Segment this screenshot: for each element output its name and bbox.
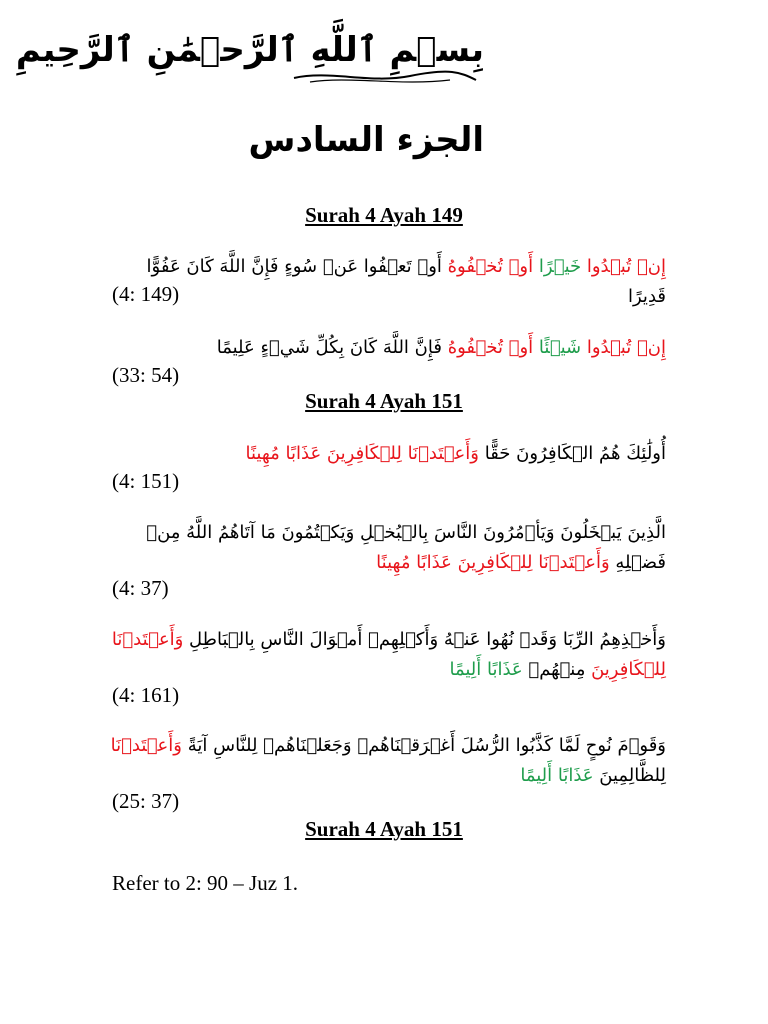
ayah-text [110, 439, 666, 469]
basmala-flourish-icon [290, 66, 480, 86]
ayah-text [110, 518, 666, 578]
section-heading: Surah 4 Ayah 151 [305, 817, 463, 841]
basmala-calligraphy: بِسۡمِ ٱللَّهِ ٱلرَّحۡمَٰنِ ٱلرَّحِيمِ [15, 30, 484, 70]
ayah-reference: (4: 151) [112, 469, 180, 493]
ayah-segment: أَوۡ تَعۡفُوا عَنۡ سُوءٍ فَإِنَّ اللَّهَ كَانَ عَفُوًّا قَدِيرًا [146, 256, 666, 307]
ayah-segment: مِنۡهُمۡ [522, 659, 586, 680]
ayah-reference: (4: 149) [112, 282, 180, 306]
ayah-reference: (33: 54) [112, 363, 180, 387]
ayah-segment: أَوۡ تُخۡفُوهُ [441, 337, 534, 358]
ayah-segment: إِنۡ تُبۡدُوا [581, 337, 666, 358]
section-heading: Surah 4 Ayah 149 [305, 203, 463, 227]
ayah-segment: إِنۡ تُبۡدُوا [581, 256, 666, 277]
section-heading: Surah 4 Ayah 151 [305, 389, 463, 413]
ayah-segment: الَّذِينَ يَبۡخَلُونَ وَيَأۡمُرُونَ النَّاسَ بِالۡبُخۡلِ وَيَكۡتُمُونَ مَا آتَاهُمُ اللَّهُ مِنۡ فَضۡلِهِ [146, 522, 666, 573]
ayah-segment: أَوۡ تُخۡفُوهُ [441, 256, 534, 277]
ayah-segment: وَأَعۡتَدۡنَا لِلۡكَافِرِينَ عَذَابًا مُهِينًا [376, 552, 610, 573]
ayah-segment: وَأَعۡتَدۡنَا [110, 735, 182, 756]
ayah-segment: شَيۡئًا [533, 337, 582, 358]
ayah-segment: وَأَخۡذِهِمُ الرِّبَا وَقَدۡ نُهُوا عَنۡهُ وَأَكۡلِهِمۡ أَمۡوَالَ النَّاسِ بِالۡبَاطِلِ [183, 629, 666, 650]
juz-title: الجزء السادس [248, 120, 484, 160]
ayah-text [110, 333, 666, 363]
ayah-text [110, 252, 666, 312]
ayah-text [110, 625, 666, 685]
ayah-segment: عَذَابًا أَلِيمًا [449, 659, 523, 680]
ayah-segment: فَإِنَّ اللَّهَ كَانَ بِكُلِّ شَيۡءٍ عَلِيمًا [216, 337, 442, 358]
ayah-reference: (25: 37) [112, 789, 180, 813]
ayah-segment: وَأَعۡتَدۡنَا لِلۡكَافِرِينَ عَذَابًا مُهِينًا [245, 443, 479, 464]
ayah-text [110, 731, 666, 791]
ayah-reference: (4: 37) [112, 576, 169, 600]
ayah-segment: أُولَٰئِكَ هُمُ الۡكَافِرُونَ حَقًّا [478, 443, 666, 464]
ayah-segment: خَيۡرًا [533, 256, 582, 277]
ayah-reference: (4: 161) [112, 683, 180, 707]
cross-reference-note: Refer to 2: 90 – Juz 1. [112, 871, 299, 895]
ayah-segment: عَذَابًا أَلِيمًا [520, 765, 594, 786]
ayah-segment: لِلظَّالِمِينَ [593, 765, 666, 786]
ayah-segment: وَأَعۡتَدۡنَا لِلۡكَافِرِينَ [111, 629, 666, 680]
ayah-segment: وَقَوۡمَ نُوحٍ لَمَّا كَذَّبُوا الرُّسُلَ أَغۡرَقۡنَاهُمۡ وَجَعَلۡنَاهُمۡ لِلنَّاسِ آيَةً [182, 735, 666, 756]
